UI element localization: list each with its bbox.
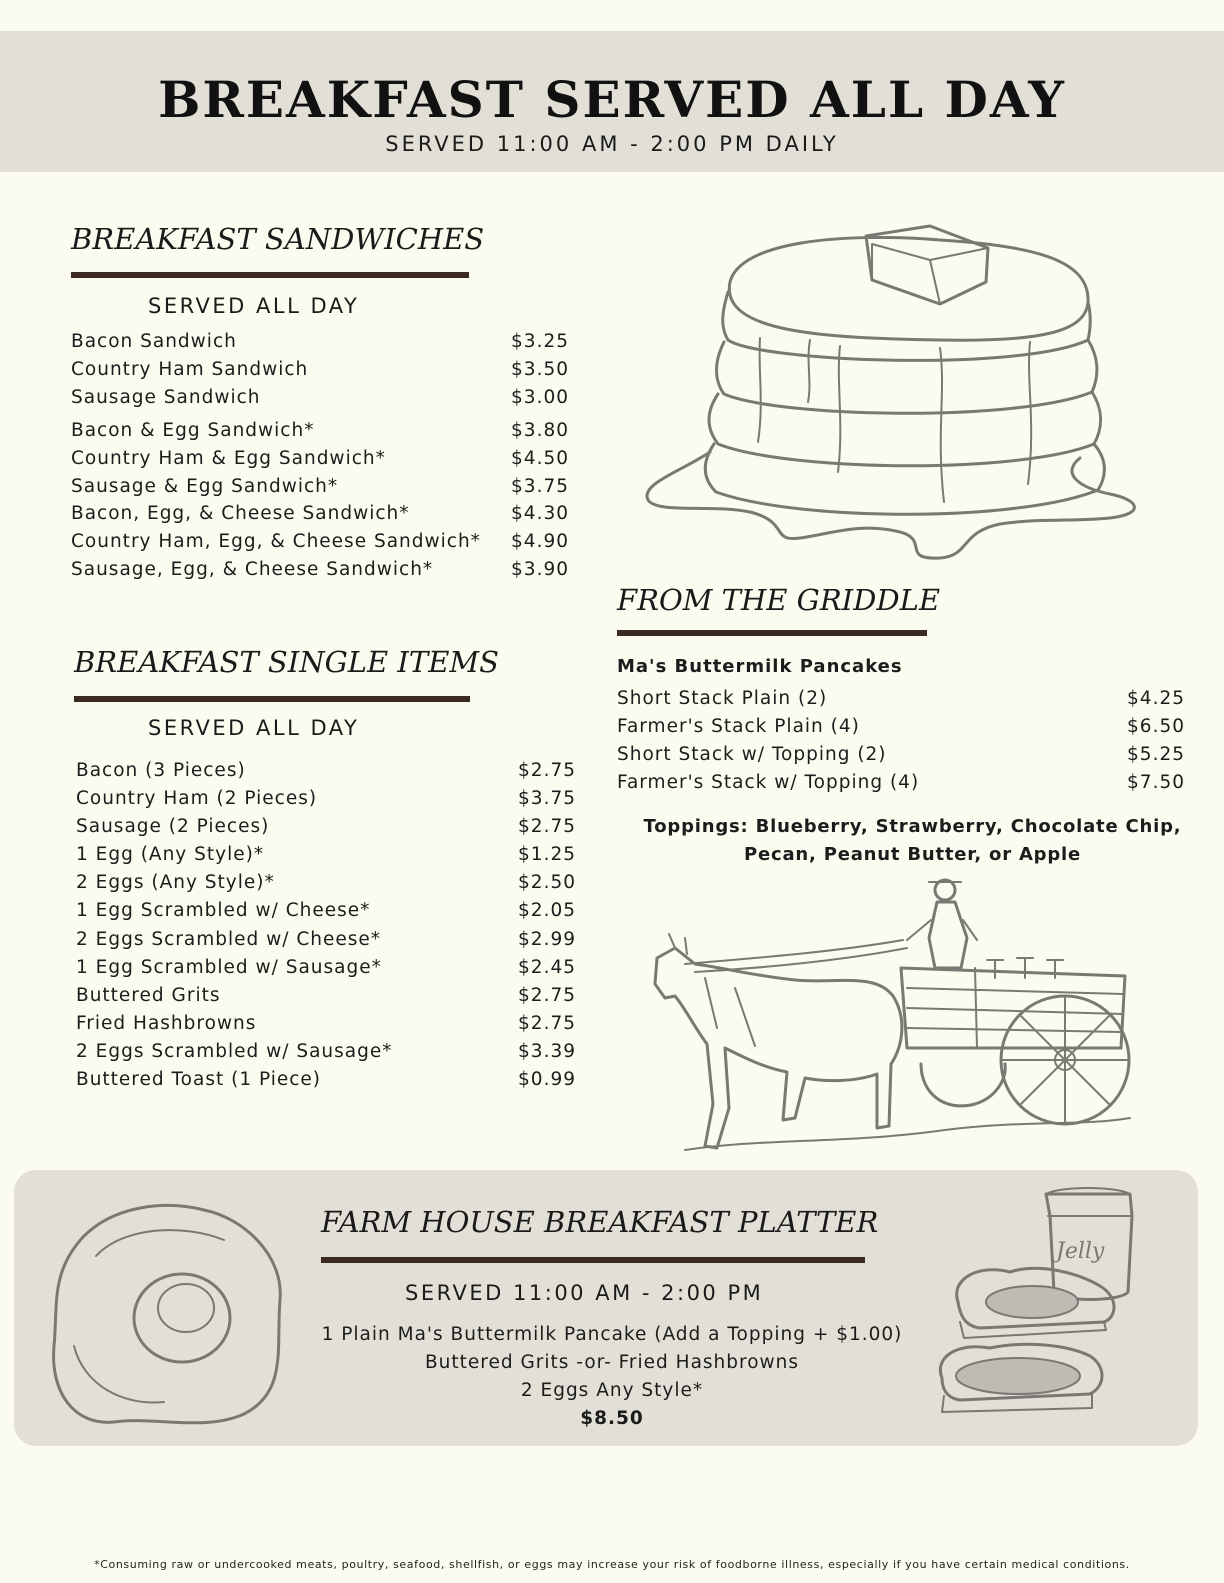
menu-item-name: Short Stack Plain (2) bbox=[617, 688, 828, 709]
menu-item-row bbox=[76, 816, 576, 844]
menu-item-price: $2.75 bbox=[518, 985, 576, 1006]
footnote: *Consuming raw or undercooked meats, poultry, seafood, shellfish, or eggs may increase your risk of foodborne illness, especially if you have certain medical conditions. bbox=[94, 1558, 1130, 1571]
menu-item-price: $2.75 bbox=[518, 760, 576, 781]
menu-item-price: $1.25 bbox=[518, 844, 576, 865]
menu-item-name: Sausage (2 Pieces) bbox=[76, 816, 270, 837]
menu-item-row bbox=[76, 1013, 576, 1041]
griddle-list bbox=[617, 688, 1185, 803]
menu-item-price: $7.50 bbox=[1127, 772, 1185, 793]
menu-item-row bbox=[71, 331, 569, 359]
menu-item-name: Buttered Grits bbox=[76, 985, 221, 1006]
menu-item-row bbox=[71, 503, 569, 531]
menu-item-row bbox=[76, 872, 576, 900]
menu-item-price: $5.25 bbox=[1127, 744, 1185, 765]
menu-item-row bbox=[71, 559, 569, 587]
menu-item-row bbox=[617, 716, 1185, 744]
menu-item-row bbox=[76, 929, 576, 957]
sandwiches-served: SERVED ALL DAY bbox=[148, 294, 360, 318]
menu-item-price: $3.90 bbox=[511, 559, 569, 580]
menu-item-name: Country Ham & Egg Sandwich* bbox=[71, 448, 386, 469]
menu-item-row bbox=[76, 1069, 576, 1097]
pancake-stack-illustration bbox=[640, 222, 1140, 568]
menu-item-row bbox=[71, 531, 569, 559]
menu-item-price: $2.75 bbox=[518, 1013, 576, 1034]
griddle-subhead: Ma's Buttermilk Pancakes bbox=[617, 656, 903, 677]
menu-item-name: 1 Egg (Any Style)* bbox=[76, 844, 265, 865]
page-title: BREAKFAST SERVED ALL DAY bbox=[158, 70, 1066, 129]
menu-item-price: $2.75 bbox=[518, 816, 576, 837]
menu-item-name: 2 Eggs Scrambled w/ Cheese* bbox=[76, 929, 382, 950]
menu-item-price: $2.99 bbox=[518, 929, 576, 950]
sandwiches-list bbox=[71, 331, 569, 591]
griddle-title: FROM THE GRIDDLE bbox=[617, 583, 941, 617]
toppings-line-2: Pecan, Peanut Butter, or Apple bbox=[743, 844, 1082, 865]
platter-line-3: 2 Eggs Any Style* bbox=[520, 1380, 704, 1401]
menu-item-price: $4.25 bbox=[1127, 688, 1185, 709]
menu-item-row bbox=[71, 359, 569, 387]
platter-title: FARM HOUSE BREAKFAST PLATTER bbox=[321, 1205, 879, 1239]
menu-item-price: $4.30 bbox=[511, 503, 569, 524]
menu-item-price: $3.75 bbox=[518, 788, 576, 809]
menu-item-row bbox=[76, 844, 576, 872]
menu-item-name: 1 Egg Scrambled w/ Sausage* bbox=[76, 957, 382, 978]
toast-jelly-illustration bbox=[920, 1182, 1140, 1432]
menu-item-name: Farmer's Stack w/ Topping (4) bbox=[617, 772, 920, 793]
sandwiches-title: BREAKFAST SANDWICHES bbox=[71, 222, 485, 256]
singles-served: SERVED ALL DAY bbox=[148, 716, 360, 740]
menu-item-price: $3.80 bbox=[511, 420, 569, 441]
menu-item-price: $4.50 bbox=[511, 448, 569, 469]
menu-item-name: Short Stack w/ Topping (2) bbox=[617, 744, 887, 765]
menu-item-row bbox=[617, 744, 1185, 772]
menu-item-name: Farmer's Stack Plain (4) bbox=[617, 716, 860, 737]
fried-egg-illustration bbox=[44, 1196, 294, 1428]
menu-item-price: $2.45 bbox=[518, 957, 576, 978]
singles-title: BREAKFAST SINGLE ITEMS bbox=[74, 645, 499, 679]
singles-list bbox=[76, 760, 576, 1100]
menu-item-price: $2.50 bbox=[518, 872, 576, 893]
griddle-rule bbox=[617, 630, 927, 636]
menu-item-row bbox=[76, 1041, 576, 1069]
menu-item-name: Fried Hashbrowns bbox=[76, 1013, 257, 1034]
menu-item-price: $3.25 bbox=[511, 331, 569, 352]
menu-item-row bbox=[71, 387, 569, 415]
menu-item-price: $0.99 bbox=[518, 1069, 576, 1090]
jar-label: Jelly bbox=[1056, 1239, 1105, 1264]
menu-item-row bbox=[76, 760, 576, 788]
menu-item-name: 2 Eggs (Any Style)* bbox=[76, 872, 275, 893]
menu-item-price: $3.00 bbox=[511, 387, 569, 408]
singles-rule bbox=[74, 696, 470, 702]
menu-item-row bbox=[71, 448, 569, 476]
menu-item-name: Country Ham Sandwich bbox=[71, 359, 309, 380]
menu-item-name: Country Ham, Egg, & Cheese Sandwich* bbox=[71, 531, 481, 552]
menu-item-row bbox=[71, 476, 569, 504]
menu-item-row bbox=[76, 788, 576, 816]
menu-item-price: $3.50 bbox=[511, 359, 569, 380]
menu-item-row bbox=[617, 772, 1185, 800]
menu-item-price: $3.39 bbox=[518, 1041, 576, 1062]
menu-item-price: $2.05 bbox=[518, 900, 576, 921]
sandwiches-rule bbox=[71, 272, 469, 278]
menu-item-row bbox=[76, 900, 576, 928]
horse-cart-illustration bbox=[645, 868, 1135, 1160]
menu-item-name: Buttered Toast (1 Piece) bbox=[76, 1069, 322, 1090]
platter-rule bbox=[321, 1257, 865, 1263]
menu-item-name: Bacon (3 Pieces) bbox=[76, 760, 246, 781]
menu-item-row bbox=[617, 688, 1185, 716]
menu-item-name: 2 Eggs Scrambled w/ Sausage* bbox=[76, 1041, 393, 1062]
menu-item-name: 1 Egg Scrambled w/ Cheese* bbox=[76, 900, 371, 921]
menu-item-row bbox=[71, 420, 569, 448]
toppings-text bbox=[620, 813, 1205, 869]
menu-item-row bbox=[76, 985, 576, 1013]
menu-item-name: Bacon Sandwich bbox=[71, 331, 237, 352]
menu-item-name: Sausage & Egg Sandwich* bbox=[71, 476, 339, 497]
menu-item-name: Bacon & Egg Sandwich* bbox=[71, 420, 315, 441]
toppings-line-1: Toppings: Blueberry, Strawberry, Chocolate Chip, bbox=[643, 816, 1182, 837]
menu-item-price: $3.75 bbox=[511, 476, 569, 497]
menu-item-price: $6.50 bbox=[1127, 716, 1185, 737]
platter-price: $8.50 bbox=[580, 1408, 644, 1429]
page-subtitle: SERVED 11:00 AM - 2:00 PM DAILY bbox=[385, 132, 839, 156]
platter-served: SERVED 11:00 AM - 2:00 PM bbox=[405, 1281, 764, 1305]
menu-item-name: Bacon, Egg, & Cheese Sandwich* bbox=[71, 503, 410, 524]
platter-line-2: Buttered Grits -or- Fried Hashbrowns bbox=[424, 1352, 800, 1373]
menu-item-row bbox=[76, 957, 576, 985]
menu-item-name: Country Ham (2 Pieces) bbox=[76, 788, 318, 809]
platter-line-1: 1 Plain Ma's Buttermilk Pancake (Add a Topping + $1.00) bbox=[321, 1324, 903, 1345]
menu-item-name: Sausage, Egg, & Cheese Sandwich* bbox=[71, 559, 434, 580]
menu-item-name: Sausage Sandwich bbox=[71, 387, 261, 408]
menu-item-price: $4.90 bbox=[511, 531, 569, 552]
